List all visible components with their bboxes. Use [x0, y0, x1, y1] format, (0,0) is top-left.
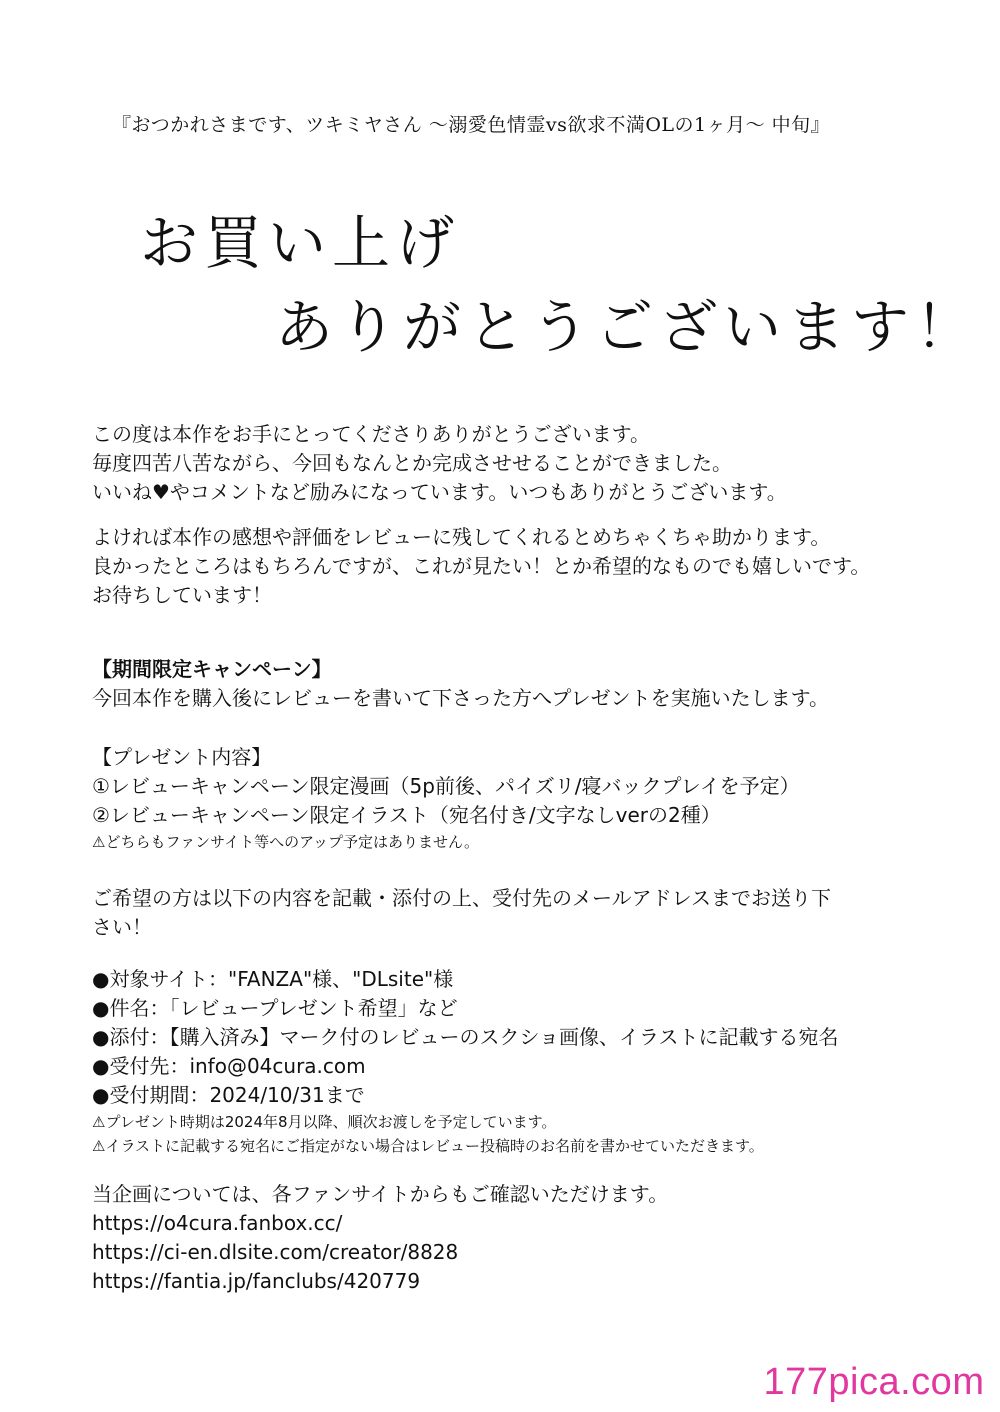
requirement-item: ●受付期間：2024/10/31まで: [92, 1083, 365, 1107]
campaign-note: ⚠プレゼント時期は2024年8月以降、順次お渡しを予定しています。: [92, 1113, 557, 1131]
review-line: 良かったところはもちろんですが、これが見たい！とか希望的なものでも嬉しいです。: [92, 554, 871, 578]
present-item: ①レビューキャンペーン限定漫画（5p前後、パイズリ/寝バックプレイを予定）: [92, 774, 800, 798]
present-contents: [92, 743, 972, 854]
fansite-link-fanbox[interactable]: https://o4cura.fanbox.cc/: [92, 1211, 343, 1235]
fansite-link-ci-en[interactable]: https://ci-en.dlsite.com/creator/8828: [92, 1240, 459, 1264]
intro-paragraph: [92, 420, 972, 507]
campaign-heading: 【期間限定キャンペーン】: [92, 657, 332, 681]
requirements-list: [92, 965, 972, 1158]
work-title: 『おつかれさまです、ツキミヤさん ～溺愛色情霊vs欲求不満OLの1ヶ月～ 中旬』: [112, 114, 831, 136]
campaign-section: [92, 655, 972, 713]
campaign-note: ⚠イラストに記載する宛名にご指定がない場合はレビュー投稿時のお名前を書かせていただきます。: [92, 1137, 764, 1155]
apply-line: ご希望の方は以下の内容を記載・添付の上、受付先のメールアドレスまでお送り下: [92, 886, 831, 910]
fansite-intro: 当企画については、各ファンサイトからもご確認いただけます。: [92, 1182, 669, 1206]
fansite-section: [92, 1180, 972, 1296]
review-line: お待ちしています！: [92, 583, 272, 607]
requirement-item: ●添付：【購入済み】マーク付のレビューのスクショ画像、イラストに記載する宛名: [92, 1025, 839, 1049]
thanks-heading-line-1: お買い上げ: [140, 209, 461, 277]
requirement-item: ●件名：「レビュープレゼント希望」など: [92, 996, 458, 1020]
present-contents-heading: 【プレゼント内容】: [92, 745, 272, 769]
campaign-description: 今回本作を購入後にレビューを書いて下さった方へプレゼントを実施いたします。: [92, 686, 829, 710]
intro-line: いいね♥やコメントなど励みになっています。いつもありがとうございます。: [92, 480, 787, 504]
present-item: ②レビューキャンペーン限定イラスト（宛名付き/文字なしverの2種）: [92, 803, 721, 827]
requirement-item: ●受付先：info@04cura.com: [92, 1054, 366, 1078]
present-note: ⚠どちらもファンサイト等へのアップ予定はありません。: [92, 833, 479, 851]
apply-line: さい！: [92, 915, 152, 939]
thanks-heading-line-2: ありがとうございます！: [275, 293, 980, 361]
requirement-item: ●対象サイト："FANZA"様、"DLsite"様: [92, 967, 454, 991]
fansite-link-fantia[interactable]: https://fantia.jp/fanclubs/420779: [92, 1269, 421, 1293]
review-line: よければ本作の感想や評価をレビューに残してくれるとめちゃくちゃ助かります。: [92, 525, 831, 549]
intro-line: この度は本作をお手にとってくださりありがとうございます。: [92, 422, 650, 446]
review-paragraph: [92, 523, 972, 610]
apply-instructions: [92, 884, 972, 942]
intro-line: 毎度四苦八苦ながら、今回もなんとか完成させせることができました。: [92, 451, 732, 475]
site-watermark: 177pica.com: [758, 1352, 990, 1412]
